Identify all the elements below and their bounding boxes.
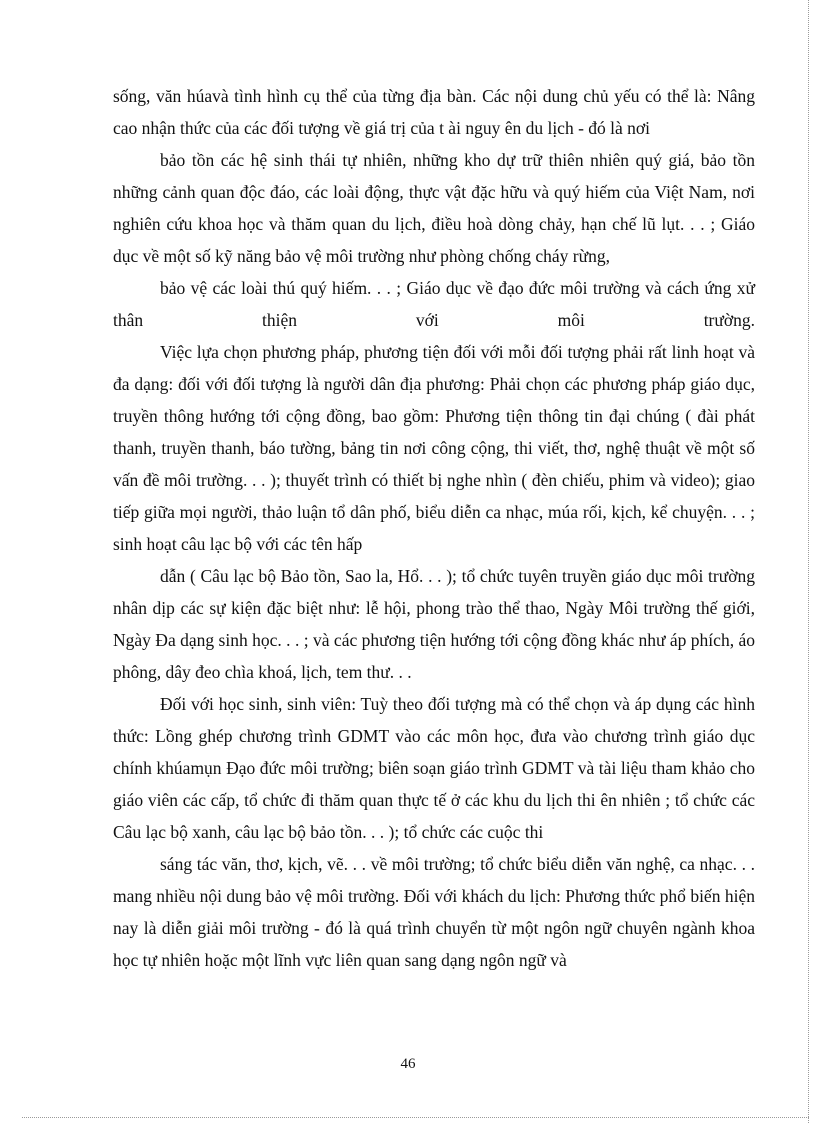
paragraph-2: bảo tồn các hệ sinh thái tự nhiên, những kho dự trữ thiên nhiên quý giá, bảo tồn những cảnh quan độc đáo, các loài động, thực vật đặc hữu và quý hiếm của Việt Nam, nơi nghiên cứu khoa học và thăm quan du lịch, điều hoà dòng chảy, hạn chế lũ lụt. . . ; Giáo dục về một số kỹ năng bảo vệ môi trường như phòng chống cháy rừng, bbox=[113, 150, 755, 266]
page-edge-bottom-divider bbox=[22, 1117, 809, 1118]
paragraph-7: sáng tác văn, thơ, kịch, vẽ. . . về môi trường; tổ chức biểu diễn văn nghệ, ca nhạc. . . mang nhiều nội dung bảo vệ môi trường. Đối với khách du lịch: Phương thức phổ biến hiện nay là diễn giải môi trường - đó là quá trình chuyển từ một ngôn ngữ chuyên ngành khoa học tự nhiên hoặc một lĩnh vực liên quan sang dạng ngôn ngữ và bbox=[113, 854, 755, 970]
paragraph-3: bảo vệ các loài thú quý hiếm. . . ; Giáo dục về đạo đức môi trường và cách ứng xử thân thiện với môi trường. bbox=[113, 278, 755, 330]
body-text bbox=[113, 80, 755, 976]
paragraph-6: Đối với học sinh, sinh viên: Tuỳ theo đối tượng mà có thể chọn và áp dụng các hình thức: Lồng ghép chương trình GDMT vào các môn học, đưa vào chương trình giáo dục chính khúamụn Đạo đức môi trường; biên soạn giáo trình GDMT và tài liệu tham khảo cho giáo viên các cấp, tổ chức đi thăm quan thực tế ở các khu du lịch thi ên nhiên ; tổ chức các Câu lạc bộ xanh, câu lạc bộ bảo tồn. . . ); tổ chức các cuộc thi bbox=[113, 694, 755, 842]
paragraph-1: sống, văn húavà tình hình cụ thể của từng địa bàn. Các nội dung chủ yếu có thể là: Nâng cao nhận thức của các đối tượng về giá trị của t ài nguy ên du lịch - đó là nơi bbox=[113, 86, 755, 138]
paragraph-4: Việc lựa chọn phương pháp, phương tiện đối với mỗi đối tượng phải rất linh hoạt và đa dạng: đối với đối tượng là người dân địa phương: Phải chọn các phương pháp giáo dục, truyền thông hướng tới cộng đồng, bao gồm: Phương tiện thông tin đại chúng ( đài phát thanh, truyền thanh, báo tường, bảng tin nơi công cộng, thi viết, thơ, nghệ thuật về một số vấn đề môi trường. . . ); thuyết trình có thiết bị nghe nhìn ( đèn chiếu, phim và video); giao tiếp giữa mọi người, thảo luận tổ dân phố, biểu diễn ca nhạc, múa rối, kịch, kể chuyện. . . ; sinh hoạt câu lạc bộ với các tên hấp bbox=[113, 342, 755, 554]
paragraph-5: dẫn ( Câu lạc bộ Bảo tồn, Sao la, Hổ. . . ); tổ chức tuyên truyền giáo dục môi trường nhân dịp các sự kiện đặc biệt như: lễ hội, phong trào thể thao, Ngày Môi trường thế giới, Ngày Đa dạng sinh học. . . ; và các phương tiện hướng tới cộng đồng khác như áp phích, áo phông, dây đeo chìa khoá, lịch, tem thư. . . bbox=[113, 566, 755, 682]
page-number: 46 bbox=[400, 1056, 416, 1072]
page-edge-right-divider bbox=[808, 0, 809, 1123]
